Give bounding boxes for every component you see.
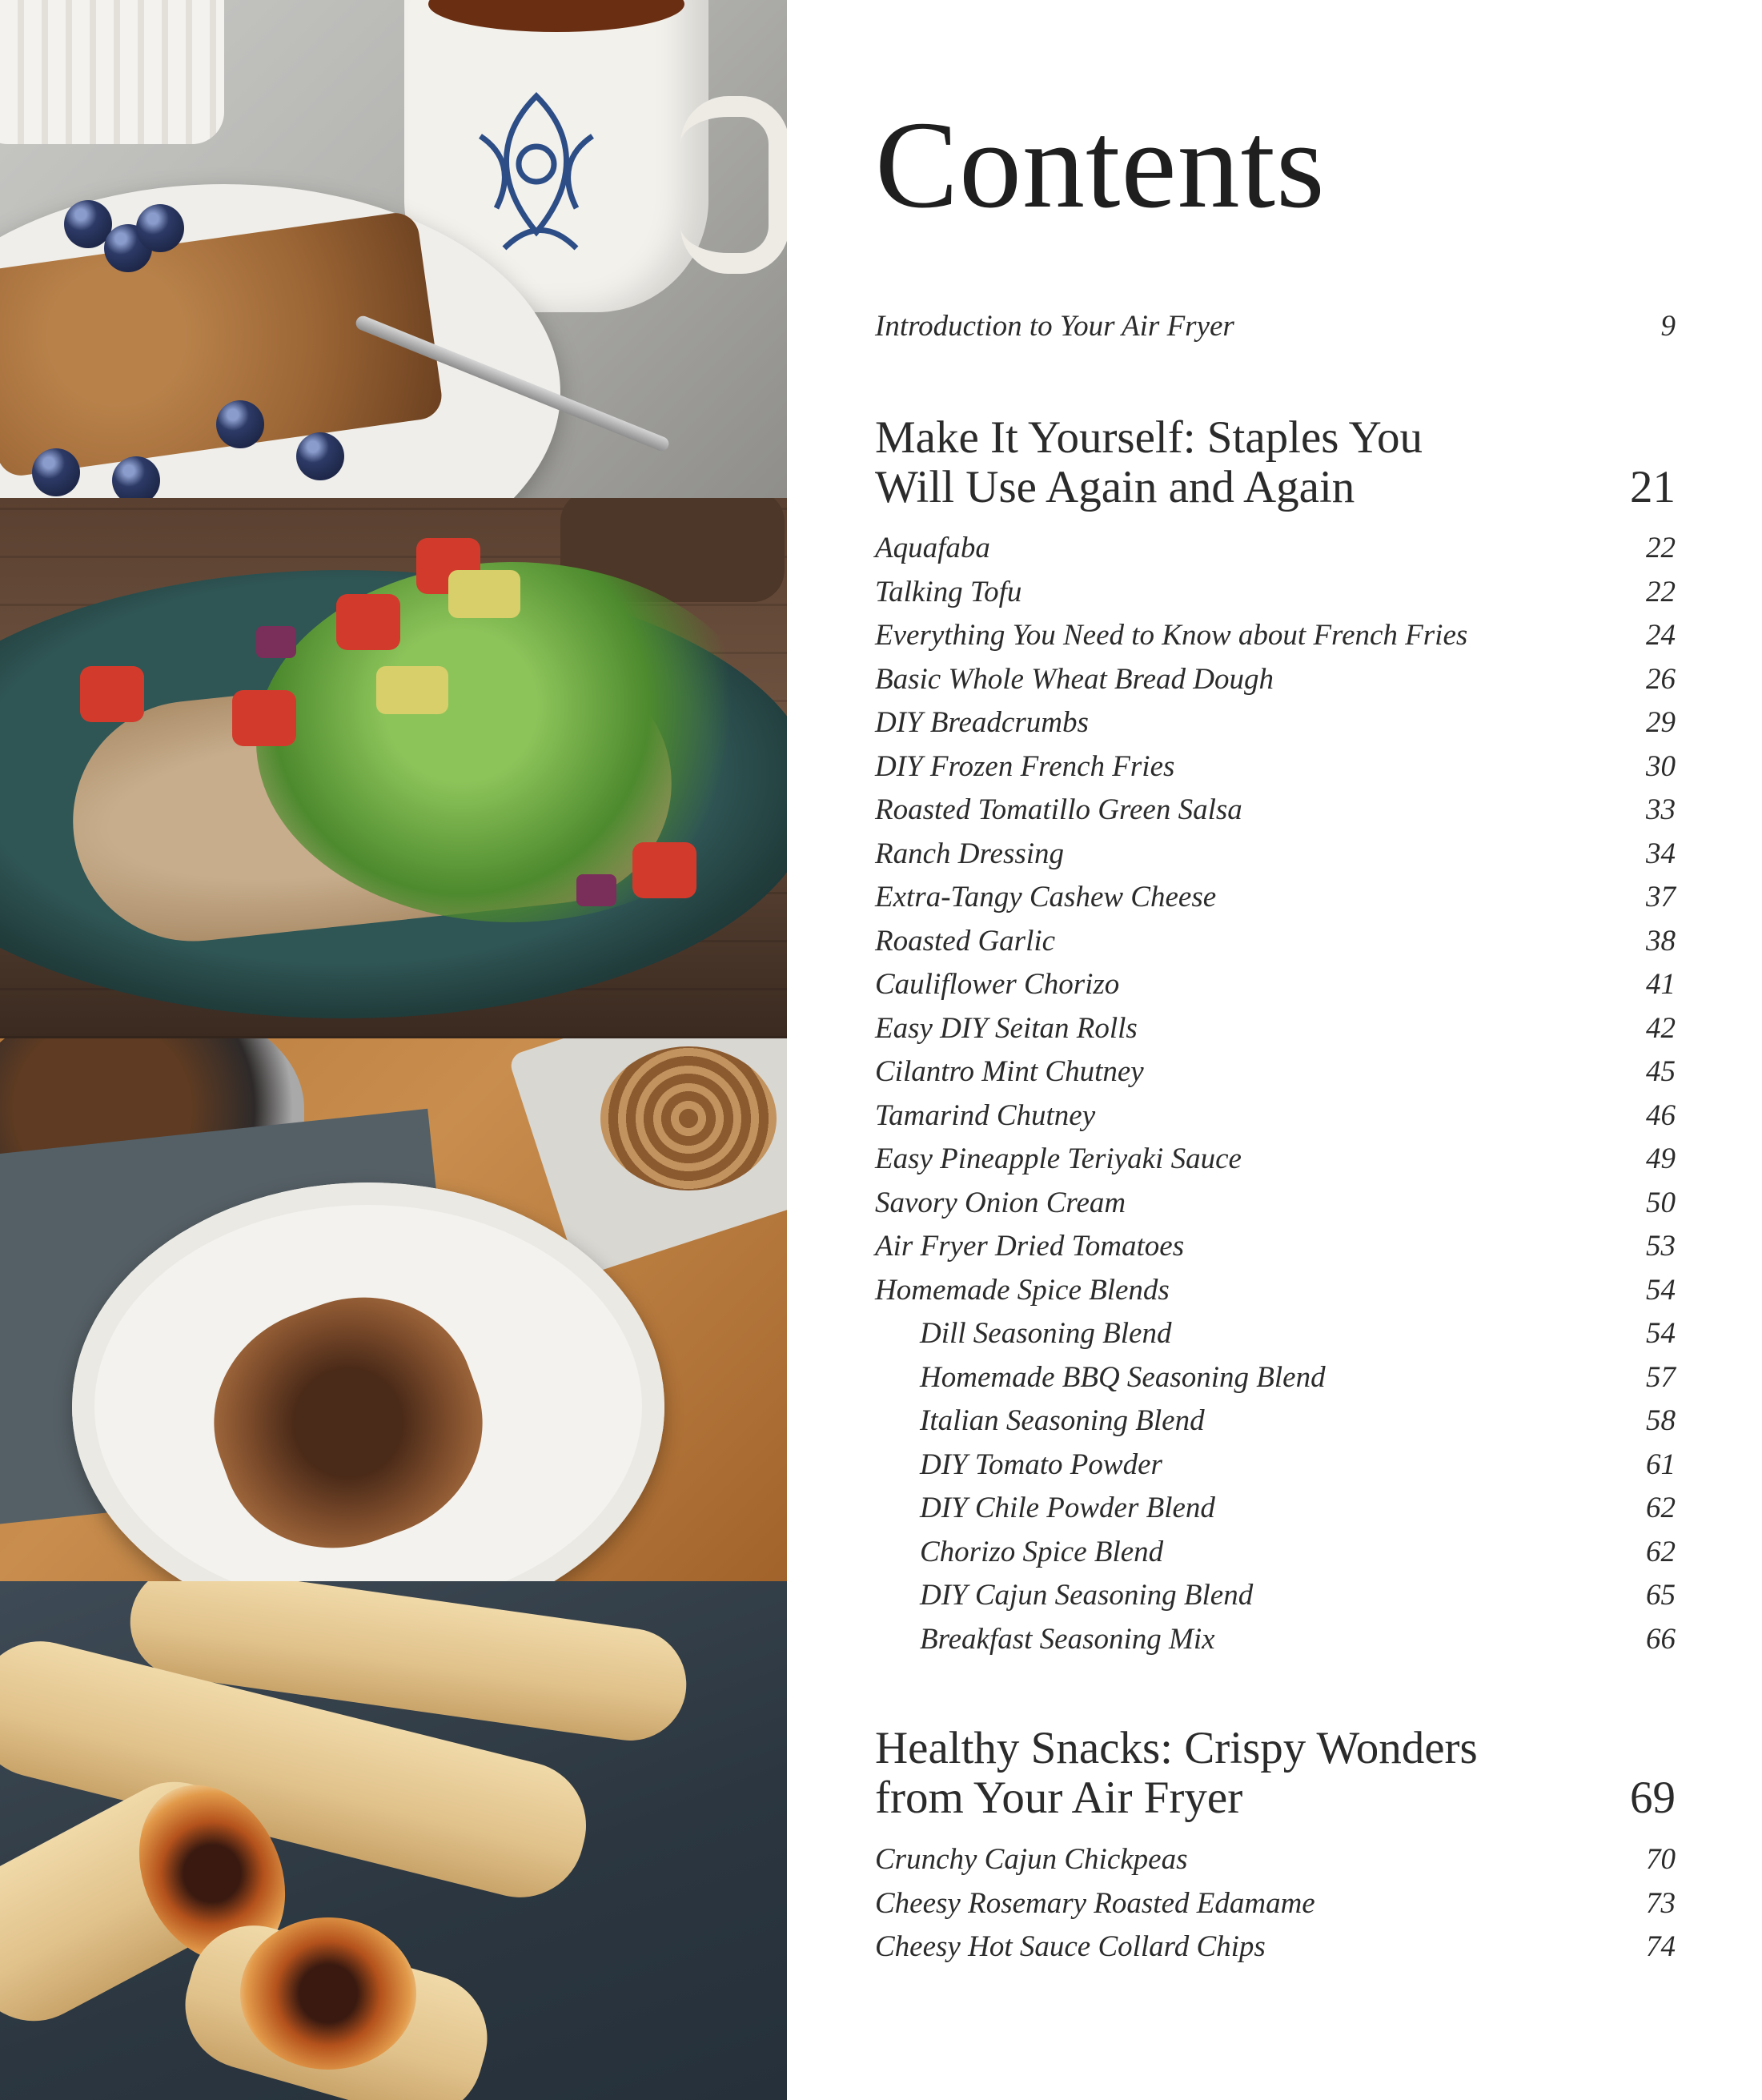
entry-page-number: 62: [1646, 1535, 1676, 1568]
toc-entry[interactable]: [875, 920, 1676, 963]
toc-subentry[interactable]: [875, 1399, 1676, 1443]
entry-page-number: 29: [1646, 706, 1676, 739]
entry-name: Cilantro Mint Chutney: [875, 1055, 1144, 1088]
blueberry: [32, 448, 80, 496]
entry-name: Crunchy Cajun Chickpeas: [875, 1843, 1188, 1876]
section-heading-line: Will Use Again and Again: [875, 462, 1355, 512]
entry-page-number: 54: [1646, 1273, 1676, 1307]
entry-name: Breakfast Seasoning Mix: [920, 1622, 1215, 1656]
toc-entry[interactable]: [875, 1269, 1676, 1312]
entry-name: Tamarind Chutney: [875, 1098, 1096, 1132]
tomato-piece: [80, 666, 144, 722]
toc-subentry[interactable]: [875, 1487, 1676, 1530]
entry-name: Ranch Dressing: [875, 837, 1065, 870]
toc-subentry[interactable]: [875, 1356, 1676, 1399]
page-title: Contents: [875, 95, 1326, 234]
toc-subentry[interactable]: [875, 1443, 1676, 1487]
section-heading-line: Healthy Snacks: Crispy Wonders: [875, 1723, 1478, 1773]
entry-name: Basic Whole Wheat Bread Dough: [875, 662, 1274, 696]
entry-page-number: 66: [1646, 1622, 1676, 1656]
section-heading-healthy-snacks[interactable]: [875, 1724, 1676, 1823]
entry-page-number: 41: [1646, 968, 1676, 1001]
entry-page-number: 58: [1646, 1404, 1676, 1437]
entry-name: DIY Cajun Seasoning Blend: [920, 1579, 1254, 1612]
toc-entry[interactable]: [875, 571, 1676, 614]
blueberry: [296, 432, 344, 480]
toc-entry[interactable]: [875, 1838, 1676, 1881]
section-heading-make-it-yourself[interactable]: [875, 413, 1676, 512]
entry-name: Easy DIY Seitan Rolls: [875, 1011, 1138, 1045]
ramekin: [0, 0, 224, 144]
entry-page-number: 50: [1646, 1186, 1676, 1219]
toc-entry[interactable]: [875, 614, 1676, 657]
entry-name: Italian Seasoning Blend: [920, 1404, 1205, 1437]
toc-subentry[interactable]: [875, 1574, 1676, 1617]
entry-name: Roasted Garlic: [875, 924, 1056, 958]
entry-name: DIY Chile Powder Blend: [920, 1492, 1215, 1524]
section-heading-line: Make It Yourself: Staples You: [875, 412, 1423, 463]
toc-entry[interactable]: [875, 1094, 1676, 1138]
entry-page-number: 34: [1646, 837, 1676, 870]
entry-name: Cheesy Hot Sauce Collard Chips: [875, 1930, 1266, 1963]
spring-roll-filling: [240, 1917, 416, 2070]
toc-entry[interactable]: [875, 1182, 1676, 1225]
entry-page-number: 22: [1646, 575, 1676, 608]
entry-name: Cheesy Rosemary Roasted Edamame: [875, 1886, 1315, 1920]
entry-page-number: 54: [1646, 1317, 1676, 1350]
entry-page-number: 57: [1646, 1360, 1676, 1394]
entry-name: Talking Tofu: [875, 575, 1022, 608]
entry-page-number: 62: [1646, 1492, 1676, 1524]
entry-page-number: 49: [1646, 1142, 1676, 1175]
entry-name: Cauliflower Chorizo: [875, 968, 1120, 1001]
entry-name: Savory Onion Cream: [875, 1186, 1126, 1219]
entry-page-number: 53: [1646, 1230, 1676, 1263]
entry-page-number: 37: [1646, 881, 1676, 913]
tomato-piece: [336, 594, 400, 650]
entry-name: Aquafaba: [875, 532, 990, 564]
avocado-piece: [448, 570, 520, 618]
blueberry: [112, 456, 160, 498]
toc-entry[interactable]: [875, 789, 1676, 832]
table-of-contents: [875, 0, 1708, 2100]
entry-page-number: 45: [1646, 1055, 1676, 1088]
entry-page-number: 24: [1646, 619, 1676, 652]
toc-entry[interactable]: [875, 1138, 1676, 1181]
toc-entry[interactable]: [875, 658, 1676, 701]
section-page-number: 21: [1630, 462, 1676, 512]
tomato-piece: [232, 690, 296, 746]
toc-entry-introduction[interactable]: [875, 305, 1676, 348]
floral-motif: [448, 88, 624, 272]
photo-column: [0, 0, 787, 2100]
pinwheel-roll: [600, 1046, 777, 1191]
entry-page-number: 65: [1646, 1579, 1676, 1612]
blueberry: [136, 204, 184, 252]
section-heading-line: from Your Air Fryer: [875, 1773, 1243, 1823]
toc-entry[interactable]: [875, 1225, 1676, 1268]
photo-burrito: [0, 498, 787, 1038]
entry-page-number: 22: [1646, 532, 1676, 564]
photo-pecan-pinwheels: [0, 1038, 787, 1581]
entry-page-number: 70: [1646, 1843, 1676, 1876]
entry-name: Easy Pineapple Teriyaki Sauce: [875, 1142, 1242, 1175]
entry-name: DIY Tomato Powder: [920, 1448, 1162, 1481]
entry-page-number: 42: [1646, 1011, 1676, 1045]
toc-entry[interactable]: [875, 527, 1676, 570]
entry-name: Air Fryer Dried Tomatoes: [875, 1230, 1185, 1263]
toc-entry[interactable]: [875, 1882, 1676, 1925]
entry-name: Extra-Tangy Cashew Cheese: [875, 881, 1217, 913]
entry-name: Dill Seasoning Blend: [920, 1317, 1172, 1350]
photo-spring-rolls: [0, 1581, 787, 2100]
entry-name: DIY Breadcrumbs: [875, 706, 1089, 739]
toc-entry[interactable]: [875, 701, 1676, 745]
entry-name: Homemade BBQ Seasoning Blend: [920, 1360, 1326, 1394]
onion-piece: [256, 626, 296, 658]
toc-entry[interactable]: [875, 745, 1676, 789]
toc-subentry[interactable]: [875, 1312, 1676, 1355]
entry-name: Roasted Tomatillo Green Salsa: [875, 793, 1242, 826]
toc-entry[interactable]: [875, 1925, 1676, 1969]
section-page-number: 69: [1630, 1773, 1676, 1823]
entry-page-number: 61: [1646, 1448, 1676, 1481]
entry-name: Chorizo Spice Blend: [920, 1535, 1164, 1568]
entry-page-number: 26: [1646, 662, 1676, 696]
toc-subentry[interactable]: [875, 1618, 1676, 1661]
photo-blueberry-cake: [0, 0, 787, 498]
avocado-piece: [376, 666, 448, 714]
entry-page-number: 30: [1646, 749, 1676, 783]
entry-page-number: 38: [1646, 924, 1676, 958]
toc-entry[interactable]: [875, 833, 1676, 876]
toc-entry[interactable]: [875, 963, 1676, 1006]
teacup-handle: [680, 96, 787, 274]
onion-piece: [576, 874, 616, 906]
entry-page-number: 46: [1646, 1098, 1676, 1132]
entry-page-number: 73: [1646, 1886, 1676, 1920]
blueberry: [216, 400, 264, 448]
toc-subentry[interactable]: [875, 1531, 1676, 1574]
entry-name: Introduction to Your Air Fryer: [875, 310, 1234, 343]
toc-entry[interactable]: [875, 1007, 1676, 1050]
tomato-piece: [632, 842, 696, 898]
entry-page-number: 9: [1660, 310, 1676, 343]
entry-page-number: 33: [1646, 793, 1676, 826]
entry-name: Homemade Spice Blends: [875, 1273, 1170, 1307]
entry-page-number: 74: [1646, 1930, 1676, 1963]
entry-name: Everything You Need to Know about French Fries: [875, 619, 1468, 652]
toc-entry[interactable]: [875, 1050, 1676, 1094]
entry-name: DIY Frozen French Fries: [875, 749, 1175, 783]
toc-entry[interactable]: [875, 876, 1676, 919]
